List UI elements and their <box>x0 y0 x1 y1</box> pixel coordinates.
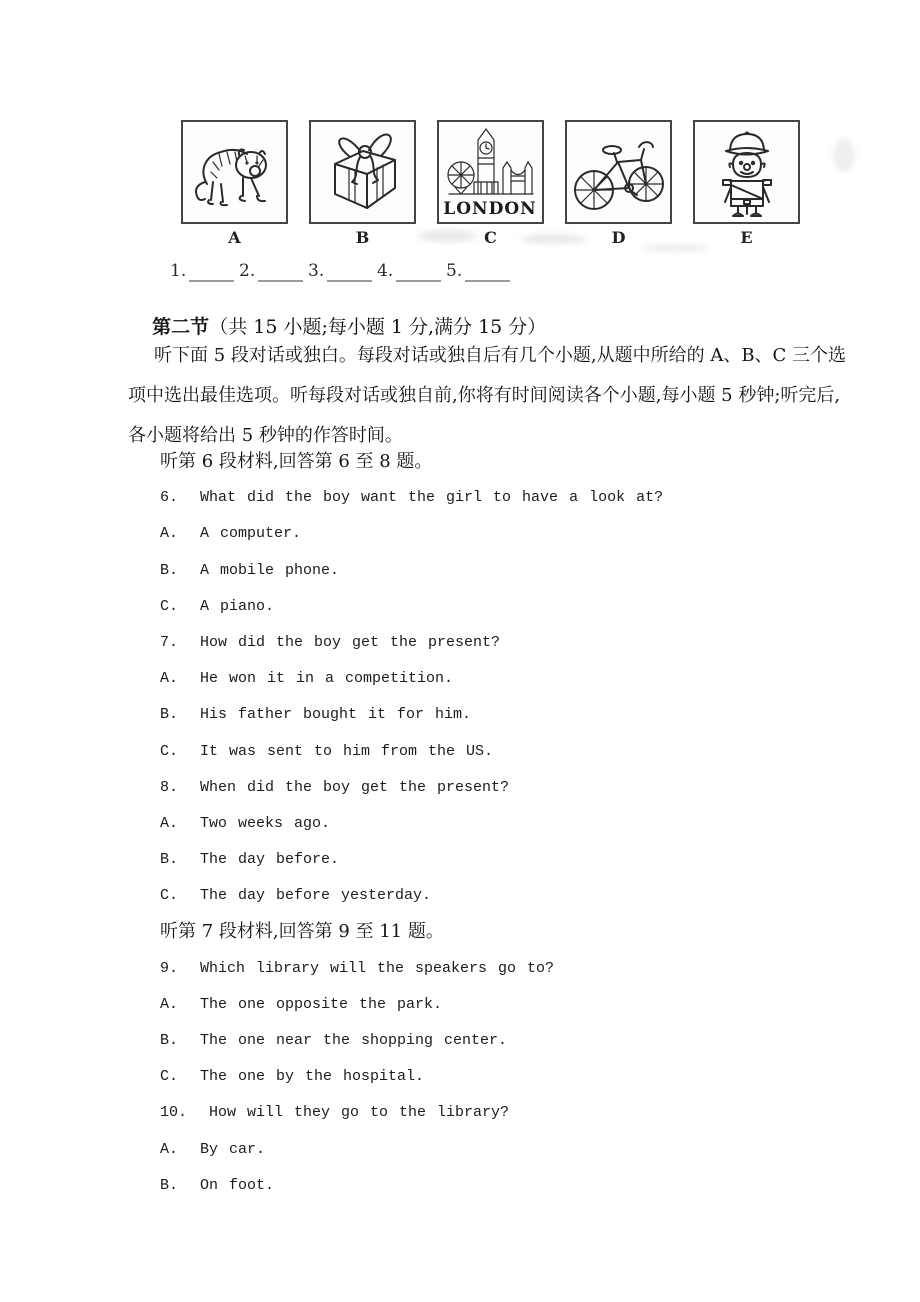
question-10-option-a: A. By car. <box>160 1140 266 1158</box>
figure-box <box>437 120 544 224</box>
blank-underline <box>396 262 441 282</box>
answer-blank-5 <box>446 260 515 282</box>
blank-underline <box>189 262 234 282</box>
figure-option-b <box>309 120 416 248</box>
blank-number: 1. <box>170 261 187 281</box>
scan-smudge <box>833 138 855 172</box>
london-caption-text: LONDON <box>442 199 537 219</box>
figure-label-c: C <box>484 228 497 247</box>
figure-box <box>181 120 288 224</box>
question-8-option-c: C. The day before yesterday. <box>160 887 432 905</box>
question-8-option-a: A. Two weeks ago. <box>160 814 331 832</box>
question-9-option-a: A. The one opposite the park. <box>160 995 443 1013</box>
policeman-icon <box>697 124 797 220</box>
london-skyline-icon <box>441 124 541 220</box>
figure-option-e <box>693 120 800 248</box>
figure-box <box>565 120 672 224</box>
figure-box <box>309 120 416 224</box>
question-8-option-b: B. The day before. <box>160 851 340 869</box>
instruction-line: 听下面 5 段对话或独白。每段对话或独自后有几个小题,从题中所给的 A、B、C 三个选 <box>154 345 847 366</box>
tiger-icon <box>185 124 285 220</box>
figure-label-b: B <box>355 228 370 247</box>
questions-block <box>160 444 820 1204</box>
figure-option-c <box>437 120 544 248</box>
section-score-info: （共 15 小题;每小题 1 分,满分 15 分） <box>209 316 547 338</box>
answer-blank-2 <box>239 260 308 282</box>
figure-label-e: E <box>740 228 753 247</box>
figure-label-d: D <box>611 228 626 247</box>
blank-underline <box>258 262 303 282</box>
answer-blanks-row <box>170 260 515 282</box>
question-7-option-a: A. He won it in a competition. <box>160 670 454 688</box>
question-7-option-c: C. It was sent to him from the US. <box>160 742 494 760</box>
question-9: 9. Which library will the speakers go to? <box>160 959 555 977</box>
blank-number: 4. <box>377 261 394 281</box>
instruction-line: 各小题将给出 5 秒钟的作答时间。 <box>128 425 403 446</box>
question-10: 10. How will they go to the library? <box>160 1104 510 1122</box>
gift-box-icon <box>313 124 413 220</box>
figure-option-d <box>565 120 672 248</box>
section-title: 第二节 <box>152 316 210 338</box>
figure-option-a <box>181 120 288 248</box>
blank-number: 2. <box>239 261 256 281</box>
answer-blank-3 <box>308 260 377 282</box>
answer-blank-4 <box>377 260 446 282</box>
question-6: 6. What did the boy want the girl to have a look at? <box>160 489 664 507</box>
question-6-option-a: A. A computer. <box>160 525 302 543</box>
question-8: 8. When did the boy get the present? <box>160 778 510 796</box>
question-9-option-b: B. The one near the shopping center. <box>160 1032 508 1049</box>
question-10-option-b: B. On foot. <box>160 1176 275 1194</box>
blank-number: 3. <box>308 261 325 281</box>
question-7: 7. How did the boy get the present? <box>160 633 501 651</box>
answer-blank-1 <box>170 260 239 282</box>
material-6-prompt: 听第 6 段材料,回答第 6 至 8 题。 <box>160 451 433 472</box>
question-7-option-b: B. His father bought it for him. <box>160 706 472 724</box>
section-instructions <box>128 336 847 456</box>
bicycle-icon <box>569 124 669 220</box>
blank-number: 5. <box>446 261 463 281</box>
question-6-option-c: C. A piano. <box>160 597 275 615</box>
figure-box <box>693 120 800 224</box>
instruction-line: 项中选出最佳选项。听每段对话或独自前,你将有时间阅读各个小题,每小题 5 秒钟;听完后, <box>128 385 841 406</box>
material-7-prompt: 听第 7 段材料,回答第 9 至 11 题。 <box>160 921 444 943</box>
question-6-option-b: B. A mobile phone. <box>160 561 340 579</box>
picture-options-row <box>181 120 800 248</box>
question-9-option-c: C. The one by the hospital. <box>160 1068 425 1086</box>
figure-label-a: A <box>228 228 241 247</box>
blank-underline <box>465 262 510 282</box>
blank-underline <box>327 262 372 282</box>
